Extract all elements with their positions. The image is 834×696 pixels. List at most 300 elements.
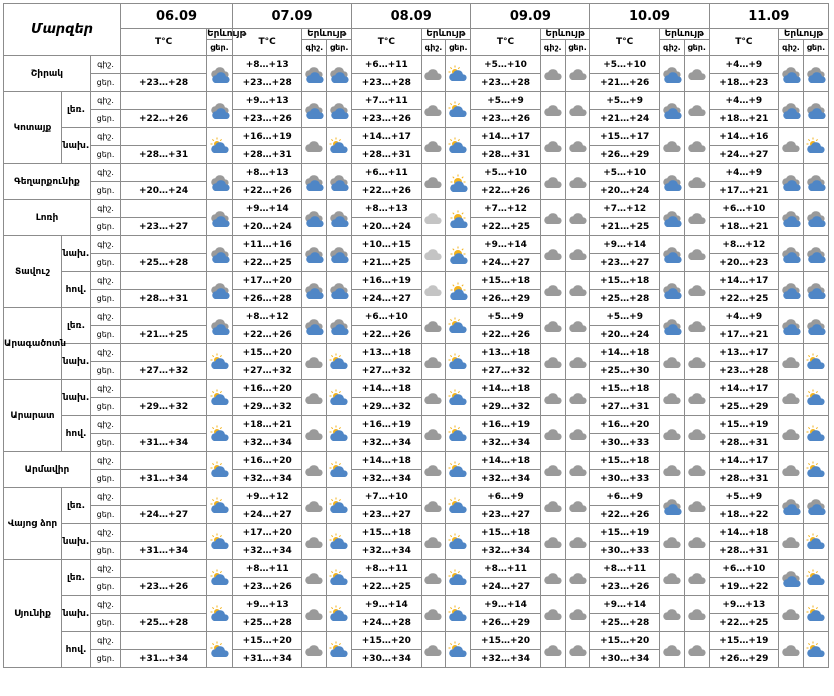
weather-icon-cell — [659, 560, 684, 596]
weather-icon-cell — [540, 632, 565, 668]
cloud-icon — [304, 387, 324, 406]
temperature-cell — [121, 596, 207, 614]
temperature-cell: +32…+34 — [471, 434, 540, 452]
temperature-cell: +28…+31 — [232, 146, 301, 164]
period-header-day: ցեր. — [446, 40, 471, 56]
thunderstorm-icon — [210, 99, 230, 118]
weather-icon-cell — [779, 524, 804, 560]
temperature-cell: +23…+26 — [121, 578, 207, 596]
cloud-icon — [304, 567, 324, 586]
weather-column-header: Երևույթ — [779, 29, 829, 40]
temperature-cell: +9…+14 — [471, 236, 540, 254]
temperature-cell — [121, 164, 207, 182]
weather-icon-cell — [421, 308, 446, 344]
sun-cloud-icon — [448, 207, 468, 226]
weather-icon-cell — [779, 560, 804, 596]
subregion-label: լեռ. — [62, 488, 91, 524]
weather-icon-cell — [540, 452, 565, 488]
temperature-cell: +9…+14 — [352, 596, 421, 614]
subregion-label: նախ. — [62, 596, 91, 632]
weather-icon-cell — [684, 632, 709, 668]
temperature-cell: +14…+18 — [590, 344, 659, 362]
partly-cloudy-icon — [448, 387, 468, 406]
temp-column-header: T°C — [471, 29, 540, 56]
temperature-cell: +6…+10 — [352, 308, 421, 326]
table-row — [4, 524, 829, 542]
temperature-cell: +30…+33 — [590, 470, 659, 488]
weather-icon-cell — [446, 164, 471, 200]
weather-icon-cell — [207, 236, 233, 272]
temperature-cell: +22…+25 — [232, 254, 301, 272]
temperature-cell — [121, 380, 207, 398]
weather-icon-cell — [565, 128, 590, 164]
time-of-day-label: ցեր. — [91, 470, 121, 488]
cloud-icon — [687, 387, 707, 406]
partly-cloudy-icon — [806, 135, 826, 154]
temperature-cell: +32…+34 — [352, 434, 421, 452]
thunderstorm-icon — [806, 315, 826, 334]
weather-icon-cell — [540, 524, 565, 560]
cloud-icon — [568, 99, 588, 118]
region-name: Շիրակ — [4, 56, 91, 92]
temperature-cell: +13…+17 — [709, 344, 778, 362]
weather-icon-cell — [684, 272, 709, 308]
thunderstorm-icon — [329, 315, 349, 334]
region-name: Տավուշ — [4, 236, 62, 308]
temperature-cell: +31…+34 — [121, 650, 207, 668]
thunderstorm-icon — [781, 63, 801, 82]
weather-icon-cell — [540, 164, 565, 200]
temperature-cell: +25…+28 — [232, 614, 301, 632]
thunderstorm-icon — [304, 207, 324, 226]
partly-cloudy-icon — [210, 459, 230, 478]
weather-icon-cell — [421, 92, 446, 128]
time-of-day-label: ցեր. — [91, 146, 121, 164]
temperature-cell: +5…+10 — [590, 56, 659, 74]
cloud-icon — [543, 387, 563, 406]
weather-icon-cell — [327, 452, 352, 488]
time-of-day-label: գիշ. — [91, 452, 121, 470]
cloud-icon — [662, 351, 682, 370]
cloud-icon — [304, 459, 324, 478]
region-name: Գեղարքունիք — [4, 164, 91, 200]
temperature-cell: +18…+21 — [709, 218, 778, 236]
temperature-cell: +27…+32 — [232, 362, 301, 380]
weather-icon-cell — [779, 416, 804, 452]
temperature-cell: +22…+26 — [471, 326, 540, 344]
cloud-icon — [687, 63, 707, 82]
temperature-cell: +21…+25 — [121, 326, 207, 344]
temperature-cell: +5…+9 — [590, 92, 659, 110]
temperature-cell: +25…+28 — [121, 614, 207, 632]
weather-icon-cell — [540, 488, 565, 524]
cloud-icon — [568, 603, 588, 622]
weather-icon-cell — [446, 236, 471, 272]
temperature-cell: +20…+23 — [709, 254, 778, 272]
temperature-cell: +32…+34 — [471, 470, 540, 488]
table-row — [4, 596, 829, 614]
sun-cloud-icon — [448, 243, 468, 262]
temperature-cell: +24…+28 — [352, 614, 421, 632]
weather-icon-cell — [803, 128, 828, 164]
cloud-icon — [304, 351, 324, 370]
partly-cloudy-icon — [448, 315, 468, 334]
temperature-cell: +14…+17 — [709, 272, 778, 290]
cloud-icon — [568, 171, 588, 190]
temperature-cell: +14…+16 — [709, 128, 778, 146]
date-header: 07.09 — [232, 4, 351, 29]
weather-icon-cell — [421, 344, 446, 380]
weather-icon-cell — [659, 380, 684, 416]
temperature-cell: +9…+13 — [709, 596, 778, 614]
temperature-cell: +20…+24 — [590, 326, 659, 344]
weather-icon-cell — [803, 596, 828, 632]
temperature-cell: +30…+33 — [590, 542, 659, 560]
temperature-cell: +15…+19 — [590, 524, 659, 542]
temperature-cell: +14…+18 — [352, 380, 421, 398]
temperature-cell: +7…+10 — [352, 488, 421, 506]
temperature-cell: +24…+27 — [709, 146, 778, 164]
cloud-icon — [423, 279, 443, 298]
thunderstorm-icon — [806, 207, 826, 226]
time-of-day-label: ցեր. — [91, 578, 121, 596]
cloud-icon — [781, 351, 801, 370]
weather-icon-cell — [540, 272, 565, 308]
weather-icon-cell — [421, 380, 446, 416]
partly-cloudy-icon — [329, 567, 349, 586]
weather-icon-cell — [779, 272, 804, 308]
time-of-day-label: գիշ. — [91, 344, 121, 362]
weather-column-header: Երևույթ — [540, 29, 590, 40]
weather-icon-cell — [327, 632, 352, 668]
temperature-cell: +27…+32 — [352, 362, 421, 380]
weather-icon-cell — [207, 380, 233, 416]
time-of-day-label: ցեր. — [91, 74, 121, 92]
temperature-cell: +13…+18 — [352, 344, 421, 362]
weather-icon-cell — [327, 344, 352, 380]
thunderstorm-icon — [781, 315, 801, 334]
temperature-cell: +8…+12 — [709, 236, 778, 254]
temperature-cell: +22…+26 — [352, 182, 421, 200]
temperature-cell: +25…+28 — [590, 290, 659, 308]
time-of-day-label: ցեր. — [91, 182, 121, 200]
temperature-cell: +18…+22 — [709, 506, 778, 524]
weather-icon-cell — [659, 272, 684, 308]
temperature-cell: +14…+18 — [352, 452, 421, 470]
partly-cloudy-icon — [448, 459, 468, 478]
temperature-cell: +15…+17 — [590, 128, 659, 146]
date-header: 10.09 — [590, 4, 709, 29]
temperature-cell: +9…+14 — [471, 596, 540, 614]
weather-icon-cell — [659, 632, 684, 668]
thunderstorm-icon — [329, 243, 349, 262]
table-row — [4, 200, 829, 218]
thunderstorm-icon — [662, 279, 682, 298]
temperature-cell: +10…+15 — [352, 236, 421, 254]
temperature-cell: +18…+23 — [709, 74, 778, 92]
temperature-cell: +14…+17 — [471, 128, 540, 146]
subregion-label: լեռ. — [62, 560, 91, 596]
temperature-cell: +16…+20 — [232, 452, 301, 470]
partly-cloudy-icon — [448, 423, 468, 442]
time-of-day-label: գիշ. — [91, 380, 121, 398]
cloud-icon — [687, 279, 707, 298]
weather-icon-cell — [327, 128, 352, 164]
cloud-icon — [662, 135, 682, 154]
temperature-cell: +6…+10 — [709, 200, 778, 218]
weather-icon-cell — [421, 56, 446, 92]
weather-icon-cell — [302, 92, 327, 128]
temperature-cell: +22…+26 — [590, 506, 659, 524]
temperature-cell: +28…+31 — [352, 146, 421, 164]
cloud-icon — [543, 243, 563, 262]
table-title: Մարզեր — [4, 4, 121, 56]
temperature-cell — [121, 236, 207, 254]
cloud-icon — [687, 243, 707, 262]
cloud-icon — [423, 171, 443, 190]
thunderstorm-icon — [662, 99, 682, 118]
temperature-cell: +8…+13 — [352, 200, 421, 218]
weather-icon-cell — [779, 596, 804, 632]
weather-icon-cell — [684, 92, 709, 128]
temperature-cell: +9…+14 — [590, 236, 659, 254]
thunderstorm-icon — [662, 207, 682, 226]
weather-icon-cell — [659, 344, 684, 380]
weather-icon-cell — [659, 524, 684, 560]
weather-icon-cell — [446, 452, 471, 488]
temperature-cell: +15…+20 — [352, 632, 421, 650]
partly-cloudy-icon — [806, 531, 826, 550]
time-of-day-label: ցեր. — [91, 110, 121, 128]
time-of-day-label: գիշ. — [91, 200, 121, 218]
time-of-day-label: ցեր. — [91, 290, 121, 308]
region-name: Կոտայք — [4, 92, 62, 164]
region-name: Արագածոտն — [4, 308, 62, 380]
time-of-day-label: գիշ. — [91, 596, 121, 614]
temperature-cell: +9…+12 — [232, 488, 301, 506]
cloud-icon — [662, 567, 682, 586]
weather-icon-cell — [684, 416, 709, 452]
temperature-cell: +23…+26 — [471, 110, 540, 128]
cloud-icon — [568, 387, 588, 406]
temperature-cell: +32…+34 — [471, 542, 540, 560]
temperature-cell: +21…+25 — [352, 254, 421, 272]
temperature-cell: +31…+34 — [121, 434, 207, 452]
temperature-cell: +29…+32 — [232, 398, 301, 416]
region-name: Սյունիք — [4, 560, 62, 668]
temperature-cell: +24…+27 — [232, 506, 301, 524]
temperature-cell: +26…+29 — [590, 146, 659, 164]
cloud-icon — [568, 495, 588, 514]
cloud-icon — [687, 495, 707, 514]
cloud-icon — [568, 135, 588, 154]
weather-icon-cell — [421, 236, 446, 272]
weather-icon-cell — [421, 560, 446, 596]
weather-icon-cell — [803, 92, 828, 128]
temperature-cell: +32…+34 — [471, 650, 540, 668]
time-of-day-label: գիշ. — [91, 488, 121, 506]
temperature-cell: +16…+19 — [232, 128, 301, 146]
temperature-cell: +5…+9 — [590, 308, 659, 326]
weather-icon-cell — [421, 596, 446, 632]
cloud-icon — [423, 603, 443, 622]
weather-icon-cell — [302, 488, 327, 524]
weather-icon-cell — [565, 236, 590, 272]
cloud-icon — [662, 387, 682, 406]
weather-icon-cell — [302, 200, 327, 236]
subregion-label: նախ. — [62, 236, 91, 272]
temperature-cell — [121, 632, 207, 650]
weather-icon-cell — [565, 416, 590, 452]
time-of-day-label: գիշ. — [91, 632, 121, 650]
thunderstorm-icon — [806, 99, 826, 118]
weather-icon-cell — [803, 488, 828, 524]
cloud-icon — [543, 495, 563, 514]
weather-icon-cell — [565, 524, 590, 560]
weather-icon-cell — [302, 236, 327, 272]
weather-icon-cell — [540, 92, 565, 128]
date-header-row — [4, 4, 829, 29]
time-of-day-label: ցեր. — [91, 218, 121, 236]
cloud-icon — [662, 531, 682, 550]
weather-icon-cell — [803, 236, 828, 272]
weather-icon-cell — [421, 632, 446, 668]
weather-icon-cell — [803, 272, 828, 308]
thunderstorm-icon — [210, 63, 230, 82]
cloud-icon — [687, 207, 707, 226]
subregion-label: նախ. — [62, 524, 91, 560]
partly-cloudy-icon — [329, 603, 349, 622]
weather-icon-cell — [540, 308, 565, 344]
weather-icon-cell — [302, 308, 327, 344]
temperature-cell — [121, 488, 207, 506]
thunderstorm-icon — [210, 279, 230, 298]
weather-icon-cell — [684, 380, 709, 416]
temperature-cell: +17…+21 — [709, 182, 778, 200]
cloud-icon — [687, 603, 707, 622]
cloud-icon — [568, 531, 588, 550]
cloud-icon — [568, 279, 588, 298]
temperature-cell — [121, 560, 207, 578]
cloud-icon — [543, 603, 563, 622]
temperature-cell: +16…+19 — [471, 416, 540, 434]
period-header-day: ցեր. — [327, 40, 352, 56]
cloud-icon — [543, 279, 563, 298]
temperature-cell — [121, 200, 207, 218]
weather-icon-cell — [540, 596, 565, 632]
temperature-cell: +5…+10 — [471, 164, 540, 182]
weather-icon-cell — [421, 272, 446, 308]
weather-icon-cell — [327, 488, 352, 524]
weather-icon-cell — [446, 128, 471, 164]
weather-icon-cell — [659, 308, 684, 344]
temperature-cell: +21…+25 — [590, 218, 659, 236]
partly-cloudy-icon — [210, 603, 230, 622]
forecast-container — [3, 3, 829, 668]
period-header-day: ցեր. — [684, 40, 709, 56]
cloud-icon — [687, 567, 707, 586]
cloud-icon — [423, 495, 443, 514]
temperature-cell: +28…+31 — [709, 434, 778, 452]
subregion-label: նախ. — [62, 380, 91, 416]
weather-icon-cell — [302, 524, 327, 560]
cloud-icon — [568, 351, 588, 370]
temperature-cell: +29…+32 — [352, 398, 421, 416]
temperature-cell: +21…+26 — [590, 74, 659, 92]
weather-icon-cell — [302, 164, 327, 200]
thunderstorm-icon — [806, 243, 826, 262]
partly-cloudy-icon — [806, 423, 826, 442]
time-of-day-label: ցեր. — [91, 398, 121, 416]
weather-icon-cell — [302, 596, 327, 632]
weather-icon-cell — [421, 416, 446, 452]
weather-icon-cell — [302, 56, 327, 92]
weather-icon-cell — [302, 416, 327, 452]
temperature-cell: +16…+19 — [352, 416, 421, 434]
weather-icon-cell — [565, 308, 590, 344]
date-header: 06.09 — [121, 4, 233, 29]
temperature-cell: +5…+10 — [471, 56, 540, 74]
partly-cloudy-icon — [806, 351, 826, 370]
weather-icon-cell — [302, 632, 327, 668]
weather-icon-cell — [327, 380, 352, 416]
weather-icon-cell — [779, 488, 804, 524]
weather-icon-cell — [540, 416, 565, 452]
thunderstorm-icon — [781, 99, 801, 118]
temperature-cell: +28…+31 — [121, 290, 207, 308]
weather-icon-cell — [446, 56, 471, 92]
weather-icon-cell — [779, 128, 804, 164]
region-name: Արարատ — [4, 380, 62, 452]
weather-icon-cell — [684, 488, 709, 524]
weather-column-header: Երևույթ — [421, 29, 471, 40]
date-header: 11.09 — [709, 4, 828, 29]
temperature-cell: +32…+34 — [352, 470, 421, 488]
thunderstorm-icon — [806, 63, 826, 82]
thunderstorm-icon — [662, 243, 682, 262]
cloud-icon — [423, 387, 443, 406]
time-of-day-label: ցեր. — [91, 362, 121, 380]
weather-icon-cell — [803, 56, 828, 92]
partly-cloudy-icon — [448, 567, 468, 586]
partly-cloudy-icon — [329, 423, 349, 442]
weather-icon-cell — [803, 524, 828, 560]
temperature-cell: +22…+25 — [352, 578, 421, 596]
temperature-cell: +27…+31 — [590, 398, 659, 416]
weather-icon-cell — [207, 632, 233, 668]
weather-icon-cell — [659, 92, 684, 128]
weather-icon-cell — [684, 452, 709, 488]
partly-cloudy-icon — [329, 495, 349, 514]
weather-icon-cell — [421, 488, 446, 524]
weather-icon-cell — [207, 128, 233, 164]
cloud-icon — [543, 531, 563, 550]
weather-icon-cell — [327, 560, 352, 596]
weather-icon-cell — [207, 488, 233, 524]
weather-icon-cell — [779, 56, 804, 92]
temperature-cell: +30…+34 — [590, 650, 659, 668]
cloud-icon — [543, 459, 563, 478]
temperature-cell: +8…+11 — [590, 560, 659, 578]
temperature-cell — [121, 272, 207, 290]
cloud-icon — [423, 99, 443, 118]
temperature-cell: +13…+18 — [471, 344, 540, 362]
thunderstorm-icon — [781, 495, 801, 514]
table-row — [4, 560, 829, 578]
weather-column-header: Երևույթ — [207, 29, 247, 39]
weather-icon-cell — [327, 524, 352, 560]
table-row — [4, 308, 829, 326]
